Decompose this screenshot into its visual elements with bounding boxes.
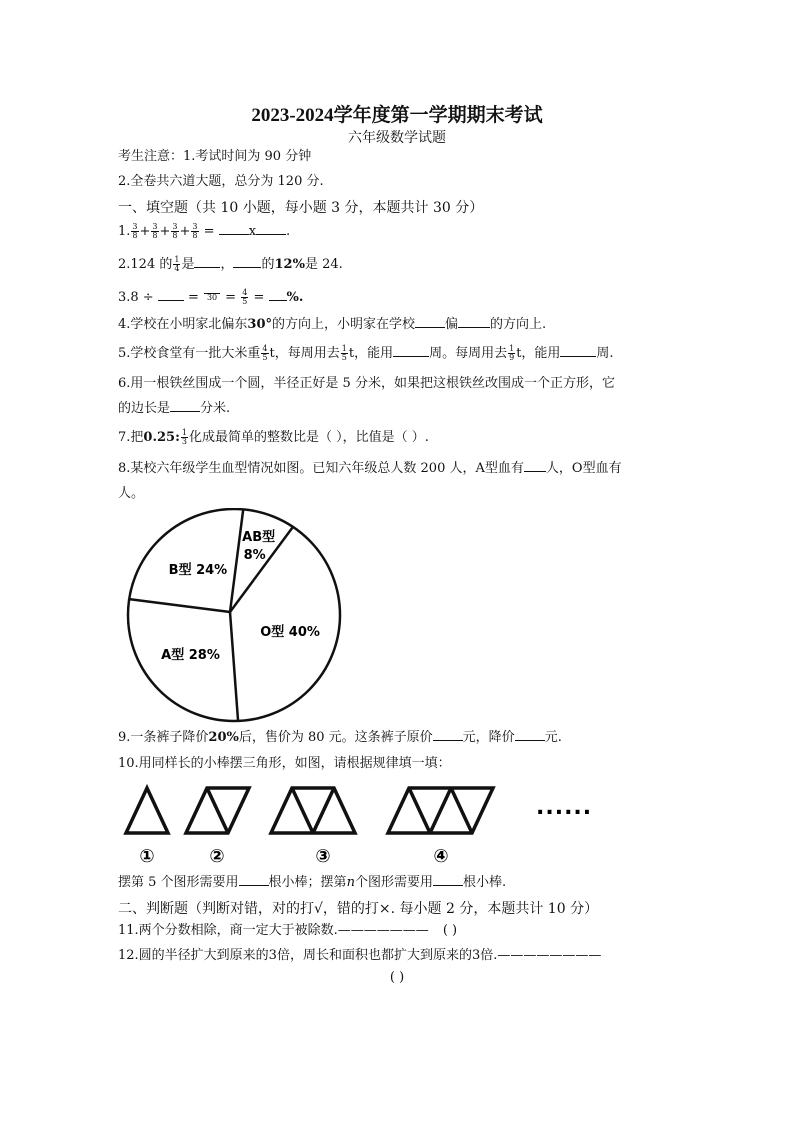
question-10: 10.用同样长的小棒摆三角形，如图，请根据规律填一填： — [118, 756, 451, 771]
q10-text-d: 根小棒. — [462, 875, 507, 890]
answer-blank[interactable] — [256, 222, 286, 235]
notes-line-1: 考生注意：1.考试时间为 90 分钟 — [118, 149, 312, 164]
exam-subtitle: 六年级数学试题 — [348, 130, 446, 146]
q5-text-f: 周. — [596, 346, 614, 361]
answer-blank[interactable] — [560, 344, 596, 357]
q5-text-a: 5.学校食堂有一批大米重 — [118, 346, 261, 361]
q3-prefix: 3.8 ÷ — [118, 290, 154, 305]
equals-sign: = — [253, 290, 265, 305]
figure-3-triangles — [271, 788, 355, 833]
fraction: $\frac{3}{8}$ — [152, 222, 158, 240]
q7-ratio: 0.25: — [143, 430, 180, 445]
answer-blank[interactable] — [458, 315, 490, 328]
q9-text-a: 9.一条裤子降价 — [118, 730, 209, 745]
q2-comma: ， — [220, 257, 234, 272]
q5-text-d: 周。每周用去 — [429, 346, 508, 361]
q2-tail: 是 24. — [304, 257, 343, 272]
q2-mid2: 的 — [261, 257, 275, 272]
q9-text-c: 元，降价 — [462, 730, 515, 745]
fraction: $\frac{3}{8}$ — [192, 222, 198, 240]
question-9 — [118, 728, 562, 748]
pie-outline — [128, 509, 340, 721]
question-12: 12.圆的半径扩大到原来的3倍，周长和面积也都扩大到原来的3倍.———————— — [118, 948, 602, 963]
figure-4-label: ④ — [433, 846, 449, 867]
q5-unit: t — [269, 346, 275, 361]
q5-text-b: ，每周用去 — [274, 346, 340, 361]
q9-text-d: 元. — [544, 730, 562, 745]
pie-slice-label: A型 28% — [161, 647, 220, 663]
q11-text: 11.两个分数相除，商一定大于被除数.——————— — [118, 923, 429, 938]
equals-sign: = — [187, 290, 199, 305]
answer-blank[interactable] — [515, 728, 545, 741]
q8-text-c: 人， — [545, 461, 572, 476]
blood-type-pie-chart — [118, 508, 348, 723]
figure-2-triangles — [186, 788, 249, 833]
question-5 — [118, 344, 614, 364]
answer-blank[interactable] — [158, 288, 184, 301]
q3-percent: %. — [286, 290, 304, 305]
q4-text-d: 的方向上. — [490, 317, 547, 332]
question-2 — [118, 255, 343, 275]
question-1 — [118, 222, 290, 242]
q6-text-a: 的边长是 — [118, 401, 171, 416]
fraction: $\frac{4}{5}$ — [242, 288, 248, 306]
answer-blank[interactable] — [433, 873, 463, 886]
q9-text-b: 后，售价为 80 元。这条裤子原价 — [238, 730, 433, 745]
pie-slice-label: O型 40% — [260, 624, 320, 640]
pie-slice-boundary — [129, 599, 230, 612]
answer-blank[interactable] — [269, 288, 287, 301]
answer-blank[interactable] — [239, 873, 269, 886]
times-sign: x — [248, 224, 257, 239]
section2-heading: 二、判断题（判断对错，对的打√，错的打×. 每小题 2 分，本题共计 10 分） — [118, 901, 599, 917]
plus-sign: + — [179, 224, 191, 239]
question-11 — [118, 921, 457, 941]
q9-percent: 20% — [208, 730, 239, 745]
q8-text-d: 型血有 — [582, 461, 622, 476]
q10-text-a: 摆第 5 个图形需要用 — [118, 875, 239, 890]
figure-1-triangles — [126, 788, 168, 833]
fraction: $\frac{1}{9}$ — [509, 344, 515, 362]
q6-text-b: 分米. — [200, 401, 231, 416]
q5-text-e: t，能用 — [516, 346, 561, 361]
exam-title: 2023-2024学年度第一学期期末考试 — [251, 105, 543, 126]
question-4 — [118, 315, 546, 335]
q10-text-b: 根小棒；摆第 — [268, 875, 347, 890]
q4-text-b: 的方向上，小明家在学校 — [272, 317, 416, 332]
question-6-line-1: 6.用一根铁丝围成一个圆，半径正好是 5 分米，如果把这根铁丝改围成一个正方形，它 — [118, 376, 615, 391]
plus-sign: + — [139, 224, 151, 239]
section1-heading: 一、填空题（共 10 小题，每小题 3 分，本题共计 30 分） — [118, 200, 484, 216]
answer-blank[interactable] — [194, 255, 220, 268]
answer-blank[interactable] — [170, 399, 200, 412]
answer-blank[interactable] — [415, 315, 445, 328]
answer-blank[interactable] — [219, 222, 249, 235]
equals-sign: = — [225, 290, 237, 305]
q12-answer-paren[interactable]: ( ) — [389, 970, 405, 985]
figure-4-triangles — [388, 788, 493, 833]
equals-sign: = — [203, 224, 215, 239]
continuation-dots: ...... — [536, 795, 593, 820]
figure-1-label: ① — [139, 846, 155, 867]
q11-answer-paren[interactable]: ( ) — [442, 923, 458, 938]
fraction: $\frac{3}{8}$ — [172, 222, 178, 240]
fraction: $\frac{1}{4}$ — [174, 255, 180, 273]
q5-text-c: t，能用 — [348, 346, 394, 361]
pie-slice-label: AB型 8% — [242, 530, 276, 564]
fraction: 30 — [204, 293, 220, 302]
question-7 — [118, 428, 429, 448]
q7-text-a: 7.把 — [118, 430, 144, 445]
q8-o-label: O — [571, 461, 583, 476]
fraction: $\frac{4}{5}$ — [262, 344, 268, 362]
q10-n-variable: n — [346, 875, 355, 890]
triangle-pattern-figure — [118, 778, 608, 870]
question-8-line-1 — [118, 459, 622, 479]
q8-text-a: 8.某校六年级学生血型情况如图。已知六年级总人数 200 人， — [118, 461, 476, 476]
answer-blank[interactable] — [524, 459, 546, 472]
question-6-line-2 — [118, 399, 230, 419]
plus-sign: + — [159, 224, 171, 239]
pie-slice-boundary — [230, 612, 238, 721]
fraction: $\frac{1}{3}$ — [181, 428, 187, 446]
q7-text-b: 化成最简单的整数比是（ ），比值是（ ）. — [188, 430, 429, 445]
pie-slice-label: B型 24% — [168, 563, 228, 579]
q8-a-label: A — [475, 461, 485, 476]
q4-degree: 30° — [247, 317, 272, 332]
q2-mid1: 是 — [181, 257, 195, 272]
q2-percent: 12% — [274, 257, 305, 272]
q1-end: . — [286, 224, 291, 239]
answer-blank[interactable] — [433, 728, 463, 741]
notes-line-2: 2.全卷共六道大题，总分为 120 分. — [118, 174, 324, 189]
q10-text-c: 个图形需要用 — [354, 875, 433, 890]
fraction: $\frac{1}{5}$ — [341, 344, 347, 362]
q2-prefix: 2.124 的 — [118, 257, 173, 272]
figure-3-label: ③ — [315, 846, 331, 867]
question-10-answer — [118, 873, 506, 893]
answer-blank[interactable] — [393, 344, 429, 357]
q8-text-b: 型血有 — [484, 461, 524, 476]
figure-2-label: ② — [209, 846, 225, 867]
q1-prefix: 1. — [118, 224, 131, 239]
question-8-line-2: 人。 — [118, 486, 145, 501]
question-3 — [118, 288, 303, 308]
fraction: $\frac{3}{8}$ — [132, 222, 138, 240]
q4-text-a: 4.学校在小明家北偏东 — [118, 317, 248, 332]
q4-text-c: 偏 — [445, 317, 459, 332]
answer-blank[interactable] — [233, 255, 261, 268]
